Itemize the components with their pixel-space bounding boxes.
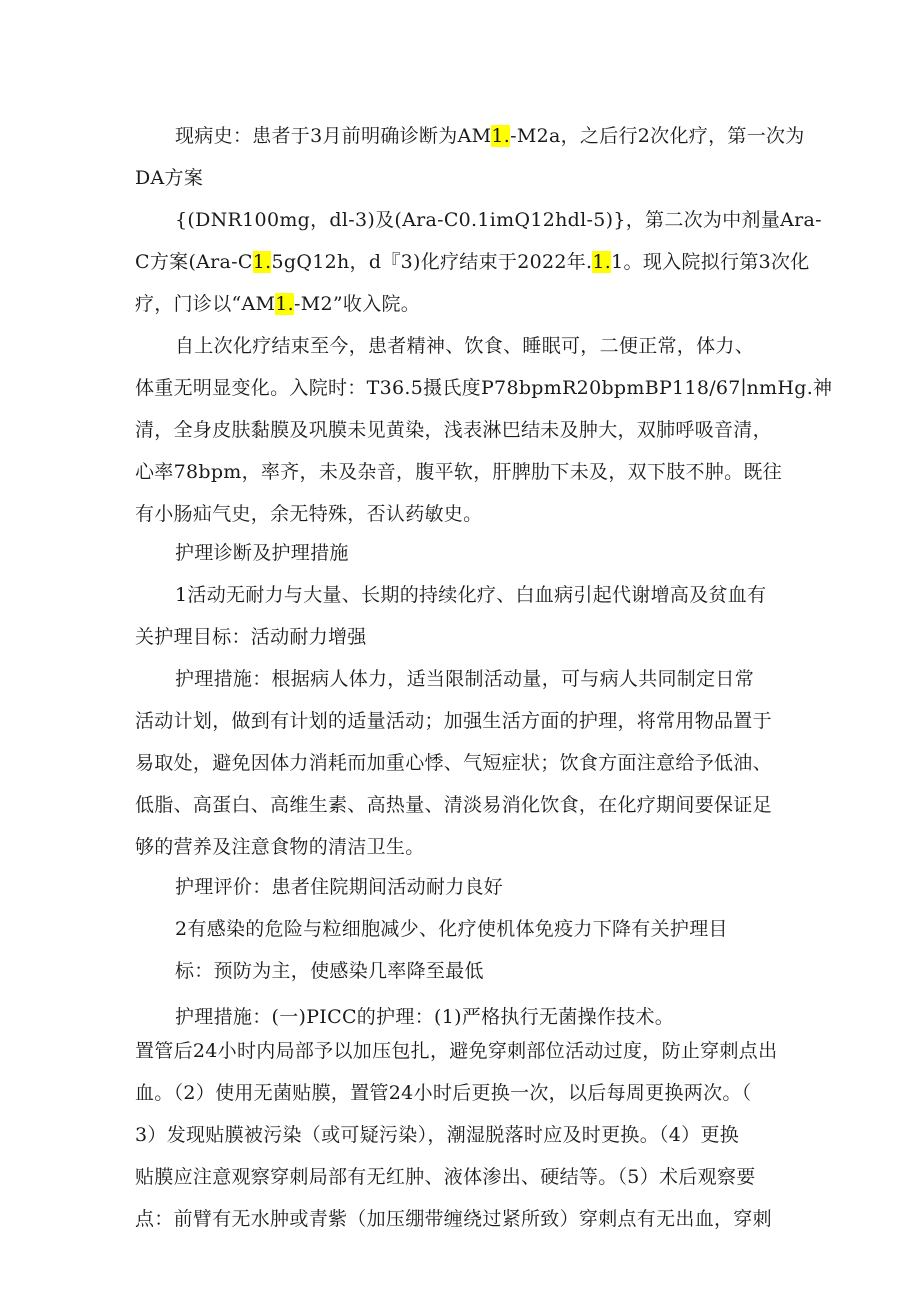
measures-1-line-2: 活动计划，做到有计划的适量活动；加强生活方面的护理，将常用物品置于 (135, 710, 772, 732)
diagnosis-1-paragraph (135, 574, 795, 658)
present-history-paragraph (135, 115, 805, 199)
regimen-line-1: {(DNR100mg，dl-3)及(Ara-C0.1imQ12hdl-5)}，第二次为中剂量Ara- (175, 209, 822, 231)
condition-line-3: 清，全身皮肤黏膜及巩膜未见黄染，浅表淋巴结未及肿大，双肺呼吸音清， (135, 419, 772, 441)
regimen-line-2: C方案(Ara-C1.5gQ12h，d『3)化疗结束于2022年.1.1。现入院拟行第3次化 (135, 251, 810, 273)
measures-1-line-4: 低脂、高蛋白、高维生素、高热量、清淡易消化饮食，在化疗期间要保证足 (135, 794, 772, 816)
measures-1-line-5: 够的营养及注意食物的清洁卫生。 (135, 836, 425, 858)
measures-1-paragraph (135, 658, 795, 868)
diagnosis-1-line-1: 1活动无耐力与大量、长期的持续化疗、白血病引起代谢增高及贫血有 (175, 584, 767, 606)
highlight-mark: 1. (275, 293, 295, 315)
picc-line-4: 贴膜应注意观察穿刺局部有无红肿、液体渗出、硬结等。（5）术后观察要 (135, 1166, 756, 1188)
measures-2-title: 护理措施：(一)PICC的护理：(1)严格执行无菌操作技术。 (175, 1006, 675, 1028)
picc-line-1: 置管后24小时内局部予以加压包扎，避免穿刺部位活动过度，防止穿刺点出 (135, 1040, 778, 1062)
condition-paragraph (135, 325, 833, 535)
condition-line-4: 心率78bpm，率齐，未及杂音，腹平软，肝脾肋下未及，双下肢不肿。既往 (135, 461, 783, 483)
condition-line-1: 自上次化疗结束至今，患者精神、饮食、睡眠可，二便正常，体力、 (175, 335, 755, 357)
evaluation-1-paragraph: 护理评价：患者住院期间活动耐力良好 (175, 876, 504, 898)
picc-care-paragraph (135, 1030, 795, 1240)
section-heading: 护理诊断及护理措施 (175, 542, 349, 564)
highlight-mark: 1. (252, 251, 272, 273)
condition-line-5: 有小肠疝气史，余无特殊，否认药敏史。 (135, 503, 483, 525)
history-line-2: DA方案 (135, 167, 204, 189)
measures-1-line-3: 易取处，避免因体力消耗而加重心悸、气短症状；饮食方面注意给予低油、 (135, 752, 772, 774)
regimen-line-3: 疗，门诊以“AM1.-M2”收入院。 (135, 293, 421, 315)
regimen-paragraph (135, 199, 822, 325)
picc-line-2: 血。（2）使用无菌贴膜，置管24小时后更换一次，以后每周更换两次。（ (135, 1082, 752, 1104)
diagnosis-1-line-2: 关护理目标：活动耐力增强 (135, 626, 367, 648)
goal-2-paragraph: 标：预防为主，使感染几率降至最低 (175, 960, 484, 982)
picc-line-5: 点：前臂有无水肿或青紫（加压绷带缠绕过紧所致）穿刺点有无出血，穿刺 (135, 1208, 772, 1230)
highlight-mark: 1. (592, 251, 612, 273)
measures-1-line-1: 护理措施：根据病人体力，适当限制活动量，可与病人共同制定日常 (175, 668, 755, 690)
highlight-mark: 1. (491, 125, 511, 147)
picc-line-3: 3）发现贴膜被污染（或可疑污染），潮湿脱落时应及时更换。（4）更换 (135, 1124, 740, 1146)
diagnosis-2-paragraph: 2有感染的危险与粒细胞减少、化疗使机体免疫力下降有关护理目 (175, 918, 728, 940)
history-line-1: 现病史：患者于3月前明确诊断为AM1.-M2a，之后行2次化疗，第一次为 (175, 125, 805, 147)
condition-line-2: 体重无明显变化。入院时：T36.5摄氏度P78bpmR20bpmBP118/67∣nmHg.神 (135, 377, 833, 399)
